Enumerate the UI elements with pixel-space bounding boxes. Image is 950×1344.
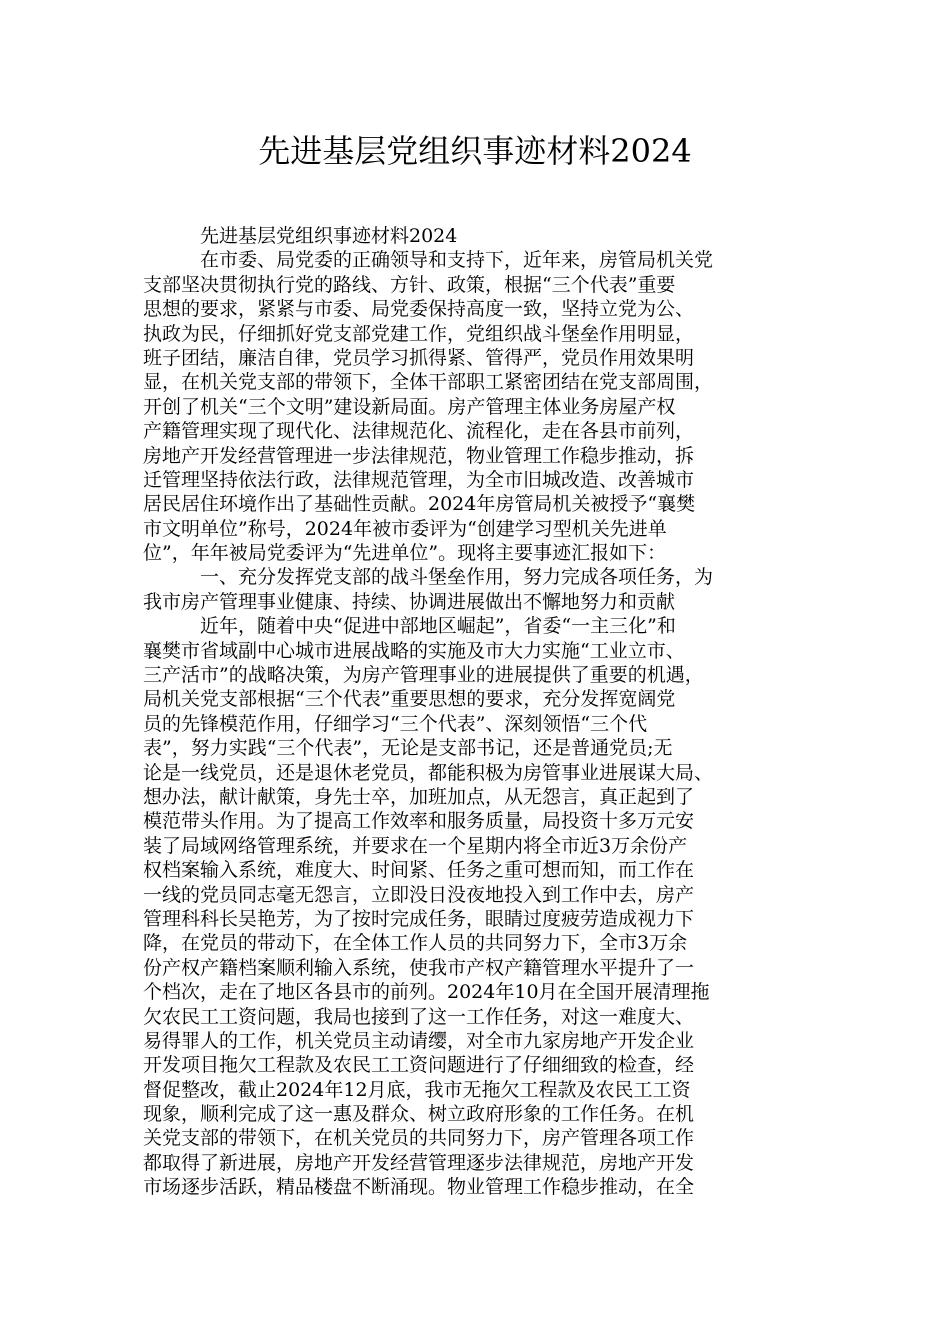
text-line: 显，在机关党支部的带领下，全体干部职工紧密团结在党支部周围， [143, 371, 714, 394]
text-line: 市场逐步活跃，精品楼盘不断涌现。物业管理工作稳步推动，在全 [143, 1176, 695, 1199]
document-body [143, 224, 823, 1200]
text-line: 都取得了新进展，房地产开发经营管理逐步法律规范，房地产开发 [143, 1151, 695, 1174]
text-line: 权档案输入系统，难度大、时间紧、任务之重可想而知，而工作在 [143, 859, 695, 882]
text-line: 思想的要求，紧紧与市委、局党委保持高度一致，坚持立党为公、 [143, 298, 695, 321]
text-line: 降，在党员的带动下，在全体工作人员的共同努力下，全市3万余 [143, 932, 688, 955]
text-line: 欠农民工工资问题，我局也接到了这一工作任务，对这一难度大、 [143, 1005, 695, 1028]
text-line: 个档次，走在了地区各县市的前列。2024年10月在全国开展清理拖 [143, 981, 710, 1004]
text-line: 管理科科长吴艳芳，为了按时完成任务，眼睛过度疲劳造成视力下 [143, 907, 695, 930]
text-line: 督促整改，截止2024年12月底，我市无拖欠工程款及农民工工资 [143, 1078, 691, 1101]
text-line: 局机关党支部根据“三个代表”重要思想的要求，充分发挥宽阔党 [143, 688, 676, 711]
text-line: 论是一线党员，还是退休老党员，都能积极为房管事业进展谋大局、 [143, 761, 714, 784]
text-line: 产籍管理实现了现代化、法律规范化、流程化，走在各县市前列， [143, 420, 695, 443]
text-line: 执政为民，仔细抓好党支部党建工作，党组织战斗堡垒作用明显， [143, 322, 695, 345]
text-line: 我市房产管理事业健康、持续、协调进展做出不懈地努力和贡献 [143, 590, 676, 613]
text-line: 开发项目拖欠工程款及农民工工资问题进行了仔细细致的检查，经 [143, 1054, 695, 1077]
text-line: 迁管理坚持依法行政，法律规范管理，为全市旧城改造、改善城市 [143, 468, 695, 491]
text-line: 居民居住环境作出了基础性贡献。2024年房管局机关被授予“襄樊 [143, 493, 696, 516]
text-line: 表”，努力实践“三个代表”，无论是支部书记，还是普通党员;无 [143, 737, 673, 760]
text-line: 员的先锋模范作用，仔细学习“三个代表”、深刻领悟“三个代 [143, 712, 648, 735]
text-line: 一线的党员同志毫无怨言，立即没日没夜地投入到工作中去，房产 [143, 883, 695, 906]
text-line: 关党支部的带领下，在机关党员的共同努力下，房产管理各项工作 [143, 1127, 695, 1150]
text-line: 襄樊市省域副中心城市进展战略的实施及市大力实施“工业立市、 [143, 639, 685, 662]
text-line: 现象，顺利完成了这一惠及群众、树立政府形象的工作任务。在机 [143, 1103, 695, 1126]
text-line: 支部坚决贯彻执行党的路线、方针、政策，根据“三个代表”重要 [143, 273, 676, 296]
text-line: 份产权产籍档案顺利输入系统，使我市产权产籍管理水平提升了一 [143, 956, 695, 979]
text-line: 一、充分发挥党支部的战斗堡垒作用，努力完成各项任务，为 [200, 566, 714, 589]
text-line: 位”，年年被局党委评为“先进单位”。现将主要事迹汇报如下： [143, 542, 667, 565]
document-title: 先进基层党组织事迹材料2024 [258, 132, 692, 170]
text-line: 在市委、局党委的正确领导和支持下，近年来，房管局机关党 [200, 249, 714, 272]
text-line: 近年，随着中央“促进中部地区崛起”，省委“一主三化”和 [200, 615, 676, 638]
text-line: 开创了机关“三个文明”建设新局面。房产管理主体业务房屋产权 [143, 395, 676, 418]
text-line: 想办法，献计献策，身先士卒，加班加点，从无怨言，真正起到了 [143, 785, 695, 808]
text-line: 房地产开发经营管理进一步法律规范，物业管理工作稳步推动，拆 [143, 444, 695, 467]
text-line: 易得罪人的工作，机关党员主动请缨，对全市九家房地产开发企业 [143, 1029, 695, 1052]
text-line: 装了局域网络管理系统，并要求在一个星期内将全市近3万余份产 [143, 834, 688, 857]
text-line: 市文明单位”称号，2024年被市委评为“创建学习型机关先进单 [143, 517, 667, 540]
text-line: 先进基层党组织事迹材料2024 [200, 225, 458, 247]
text-line: 班子团结，廉洁自律，党员学习抓得紧、管得严，党员作用效果明 [143, 346, 695, 369]
text-line: 三产活市”的战略决策，为房产管理事业的进展提供了重要的机遇， [143, 664, 704, 687]
text-line: 模范带头作用。为了提高工作效率和服务质量，局投资十多万元安 [143, 810, 695, 833]
